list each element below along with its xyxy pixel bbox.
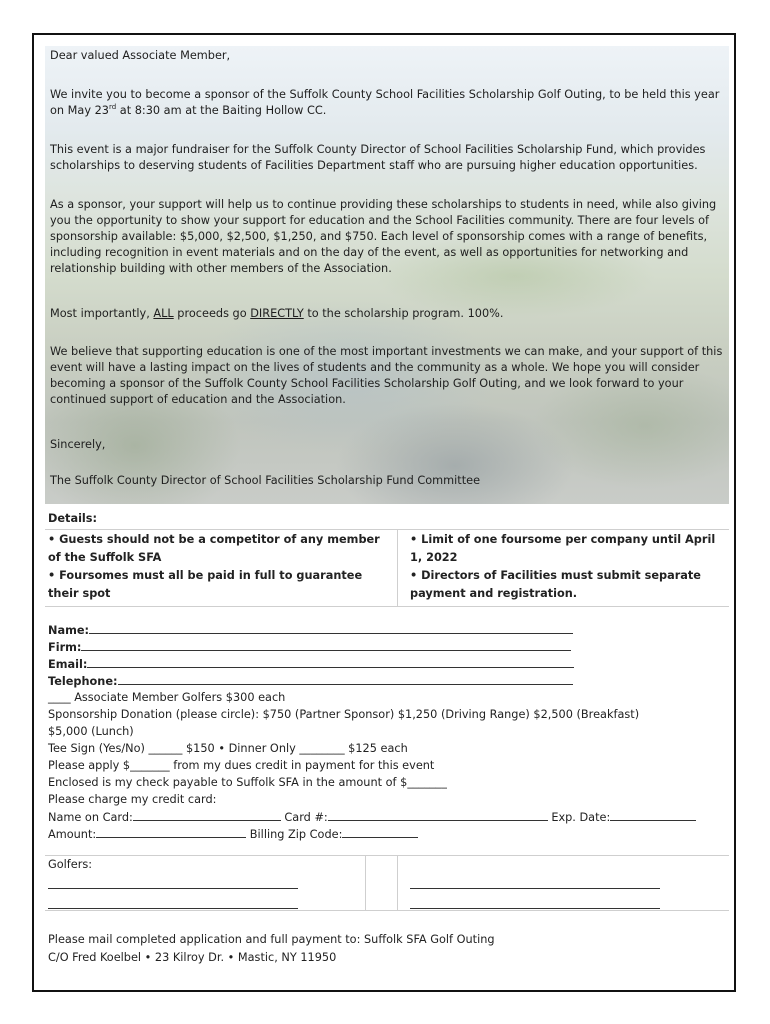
mailing-instructions bbox=[48, 931, 495, 967]
golfers-section bbox=[45, 855, 729, 911]
associate-golfers-line[interactable]: ____ Associate Member Golfers $300 each bbox=[48, 691, 286, 704]
invitation-letter bbox=[45, 46, 729, 504]
detail-item: • Guests should not be a competitor of any member of the Suffolk SFA bbox=[48, 533, 380, 564]
details-title: Details: bbox=[48, 512, 98, 525]
golfers-label: Golfers: bbox=[48, 858, 93, 871]
letter-signature: The Suffolk County Director of School Facilities Scholarship Fund Committee bbox=[50, 474, 481, 487]
golfers-divider bbox=[365, 856, 366, 910]
letter-closing: Sincerely, bbox=[50, 438, 106, 451]
letter-paragraph-invite: We invite you to become a sponsor of the Suffolk County School Facilities Scholarship Golf Outing, to be held this year on May 23rd at 8:30 am at the Baiting Hollow CC. bbox=[50, 88, 720, 117]
sponsorship-form-page bbox=[32, 33, 736, 992]
sponsorship-donation-options-cont[interactable]: $5,000 (Lunch) bbox=[48, 725, 134, 738]
column-divider bbox=[397, 530, 398, 606]
email-field[interactable]: Email: bbox=[48, 656, 574, 674]
details-right-column bbox=[410, 531, 728, 603]
credit-card-heading: Please charge my credit card: bbox=[48, 793, 217, 806]
detail-item: • Directors of Facilities must submit separate payment and registration. bbox=[410, 569, 701, 600]
golfer-2-line[interactable] bbox=[48, 908, 298, 909]
golfers-divider bbox=[397, 856, 398, 910]
firm-input-line[interactable] bbox=[81, 639, 571, 651]
telephone-field[interactable]: Telephone: bbox=[48, 673, 573, 691]
golfer-4-line[interactable] bbox=[410, 908, 660, 909]
dues-credit-line[interactable]: Please apply $_______ from my dues credit in payment for this event bbox=[48, 759, 435, 772]
amount-zip-line[interactable]: Amount: Billing Zip Code: bbox=[48, 826, 418, 844]
mail-line-2: C/O Fred Koelbel • 23 Kilroy Dr. • Mastic, NY 11950 bbox=[48, 951, 337, 964]
golfer-1-line[interactable] bbox=[48, 888, 298, 889]
zip-input-line[interactable] bbox=[342, 826, 418, 838]
firm-field[interactable]: Firm: bbox=[48, 639, 571, 657]
letter-paragraph-sponsor: As a sponsor, your support will help us to continue providing these scholarships to students in need, while also giving you the opportunity to show your support for education and the School Facilities community. There are four levels of sponsorship available: $5,000, $2,500, $1,250, and $750. Each level of sponsorship comes with a range of benefits, including recognition in event materials and on the day of the event, as well as opportunities for networking and relationship building with other members of the Association. bbox=[50, 198, 717, 275]
detail-item: • Foursomes must all be paid in full to guarantee their spot bbox=[48, 569, 363, 600]
exp-date-input-line[interactable] bbox=[610, 809, 696, 821]
card-name-input-line[interactable] bbox=[133, 809, 281, 821]
card-number-input-line[interactable] bbox=[328, 809, 548, 821]
tee-sign-line[interactable]: Tee Sign (Yes/No) ______ $150 • Dinner Only ________ $125 each bbox=[48, 742, 408, 755]
details-table bbox=[45, 529, 729, 607]
email-input-line[interactable] bbox=[87, 656, 574, 668]
letter-paragraph-fundraiser: This event is a major fundraiser for the Suffolk County Director of School Facilities Scholarship Fund, which provides scholarships to deserving students of Facilities Department staff who are pursuing higher education opportunities. bbox=[50, 143, 706, 172]
golfer-3-line[interactable] bbox=[410, 888, 660, 889]
name-field[interactable]: Name: bbox=[48, 622, 573, 640]
telephone-input-line[interactable] bbox=[118, 673, 573, 685]
detail-item: • Limit of one foursome per company until April 1, 2022 bbox=[410, 533, 716, 564]
card-details-line[interactable]: Name on Card: Card #: Exp. Date: bbox=[48, 809, 696, 827]
sponsorship-donation-options[interactable]: Sponsorship Donation (please circle): $750 (Partner Sponsor) $1,250 (Driving Range) $2,500 (Breakfast) bbox=[48, 708, 640, 721]
name-input-line[interactable] bbox=[89, 622, 573, 634]
details-left-column bbox=[48, 531, 388, 603]
letter-paragraph-closing: We believe that supporting education is one of the most important investments we can make, and your support of this event will have a lasting impact on the lives of students and the community as a whole. We hope you will consider becoming a sponsor of the Suffolk County School Facilities Scholarship Golf Outing, and we look forward to your continued support of education and the Association. bbox=[50, 345, 723, 406]
check-amount-line[interactable]: Enclosed is my check payable to Suffolk SFA in the amount of $_______ bbox=[48, 776, 447, 789]
letter-salutation: Dear valued Associate Member, bbox=[50, 49, 231, 62]
mail-line-1: Please mail completed application and full payment to: Suffolk SFA Golf Outing bbox=[48, 933, 495, 946]
letter-paragraph-proceeds: Most importantly, ALL proceeds go DIRECTLY to the scholarship program. 100%. bbox=[50, 307, 504, 320]
amount-input-line[interactable] bbox=[96, 826, 246, 838]
